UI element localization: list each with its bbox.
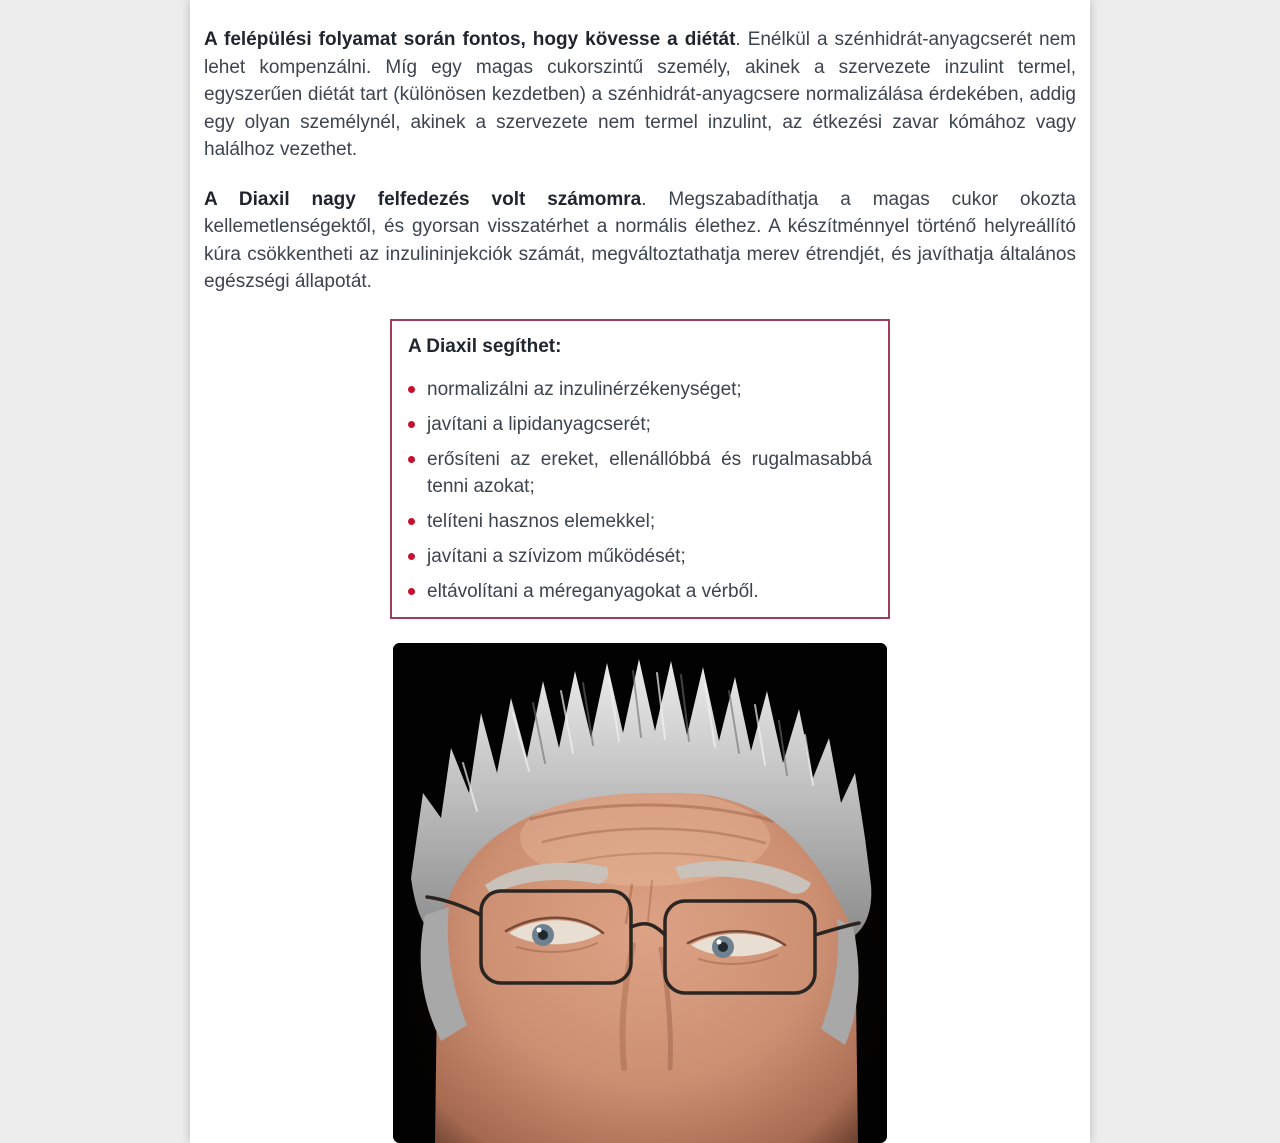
benefit-item-text: javítani a szívizom működését;: [427, 545, 686, 567]
bullet-dot-icon: [408, 456, 415, 463]
benefit-item: [408, 508, 872, 535]
benefit-item: [408, 543, 872, 570]
benefit-item: [408, 411, 872, 438]
benefit-item-text: telíteni hasznos elemekkel;: [427, 510, 656, 532]
benefits-box: [390, 319, 890, 619]
benefit-item-text: normalizálni az inzulinérzékenységet;: [427, 378, 742, 400]
bullet-dot-icon: [408, 588, 415, 595]
paragraph-diet: [204, 26, 1076, 164]
paragraph-diaxil-lead: A Diaxil nagy felfedezés volt számomra: [204, 188, 642, 210]
benefit-item-text: javítani a lipidanyagcserét;: [427, 413, 651, 435]
elderly-man-photo: [393, 643, 887, 1143]
portrait-illustration: [393, 643, 887, 1143]
paragraph-diet-text: . Enélkül a szénhidrát-anyagcserét nem lehet kompenzálni. Míg egy magas cukorszintű személy, akinek a szervezete inzulint termel, egyszerűen diétát tart (különösen kezdetben) a szénhidrát-anyagcsere normalizálása érdekében, addig egy olyan személynél, akinek a szervezete nem termel inzulint, az étkezési zavar kómához vagy halálhoz vezethet.: [204, 29, 1077, 160]
benefit-item: [408, 376, 872, 403]
content-sheet: [190, 0, 1090, 1143]
benefit-item: [408, 446, 872, 500]
benefits-box-title: A Diaxil segíthet:: [408, 335, 562, 357]
paragraph-diet-lead: A felépülési folyamat során fontos, hogy kövesse a diétát: [204, 29, 736, 50]
bullet-dot-icon: [408, 421, 415, 428]
article-body: [204, 26, 1076, 1143]
benefit-item: [408, 578, 872, 605]
benefit-item-text: eltávolítani a méreganyagokat a vérből.: [427, 580, 759, 602]
paragraph-diaxil-text: . Megszabadíthatja a magas cukor okozta kellemetlenségektől, és gyorsan visszatérhet a normális élethez. A készítménnyel történő helyreállító kúra csökkentheti az inzulininjekciók számát, megváltoztathatja merev étrendjét, és javíthatja általános egészségi állapotát.: [204, 188, 1076, 292]
bullet-dot-icon: [408, 553, 415, 560]
benefits-list: [408, 376, 872, 605]
bullet-dot-icon: [408, 518, 415, 525]
bullet-dot-icon: [408, 386, 415, 393]
benefit-item-text: erősíteni az ereket, ellenállóbbá és rugalmasabbá tenni azokat;: [427, 448, 872, 497]
paragraph-diaxil: [204, 186, 1076, 296]
